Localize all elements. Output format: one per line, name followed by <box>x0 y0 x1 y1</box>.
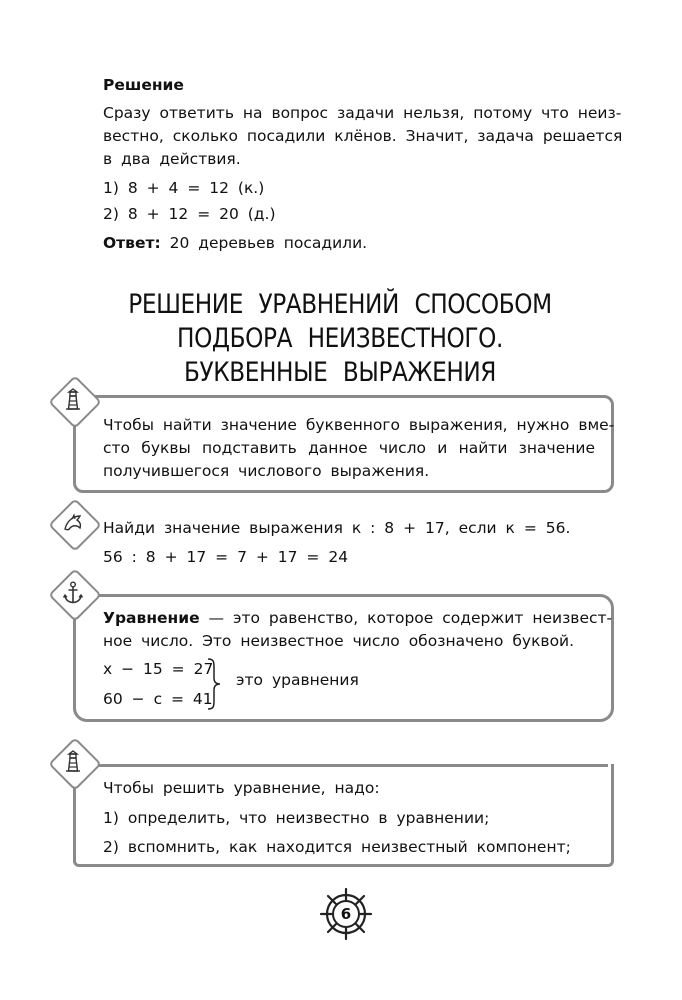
dolphin-icon <box>55 505 91 541</box>
definition-term: Уравнение <box>103 609 200 627</box>
answer-label: Ответ: <box>103 234 161 252</box>
solution-step-2: 2) 8 + 12 = 20 (д.) <box>103 205 276 223</box>
solution-line-3: в два действия. <box>103 150 241 168</box>
procedure-intro: Чтобы решить уравнение, надо: <box>103 779 380 797</box>
answer-text: 20 деревьев посадили. <box>169 234 368 252</box>
rule-line-1: Чтобы найти значение буквенного выражения, нужно вме- <box>103 416 615 434</box>
example-task: Найди значение выражения к : 8 + 17, если к = 56. <box>103 519 571 537</box>
procedure-step-2: 2) вспомнить, как находится неизвестный компонент; <box>103 838 571 856</box>
equation-2: 60 − c = 41 <box>103 690 213 708</box>
example-solution: 56 : 8 + 17 = 7 + 17 = 24 <box>103 548 349 566</box>
lighthouse-icon <box>55 744 91 780</box>
solution-step-1: 1) 8 + 4 = 12 (к.) <box>103 179 265 197</box>
procedure-step-1: 1) определить, что неизвестно в уравнении; <box>103 809 490 827</box>
answer-line <box>103 230 367 256</box>
equation-1: x − 15 = 27 <box>103 660 214 678</box>
definition-line-1-rest: — это равенство, которое содержит неизвест- <box>199 609 613 627</box>
solution-heading: Решение <box>103 76 184 94</box>
solution-line-1: Сразу ответить на вопрос задачи нельзя, потому что неиз- <box>103 104 622 122</box>
definition-line-2: ное число. Это неизвестное число обозначено буквой. <box>103 632 575 650</box>
section-title-line-1: РЕШЕНИЕ УРАВНЕНИЙ СПОСОБОМ <box>128 289 552 320</box>
page-number: 6 <box>340 905 352 923</box>
right-brace-icon <box>205 656 223 712</box>
section-title-line-3: БУКВЕННЫЕ ВЫРАЖЕНИЯ <box>183 357 497 388</box>
rule-line-3: получившегося числового выражения. <box>103 462 430 480</box>
solution-line-2: вестно, сколько посадили клёнов. Значит, задача решается <box>103 127 623 145</box>
equations-label: это уравнения <box>236 671 359 689</box>
rule-line-2: сто буквы подставить данное число и найти значение <box>103 439 595 457</box>
anchor-icon <box>55 575 91 611</box>
lighthouse-icon <box>55 382 91 418</box>
section-title-line-2: ПОДБОРА НЕИЗВЕСТНОГО. <box>177 323 503 354</box>
